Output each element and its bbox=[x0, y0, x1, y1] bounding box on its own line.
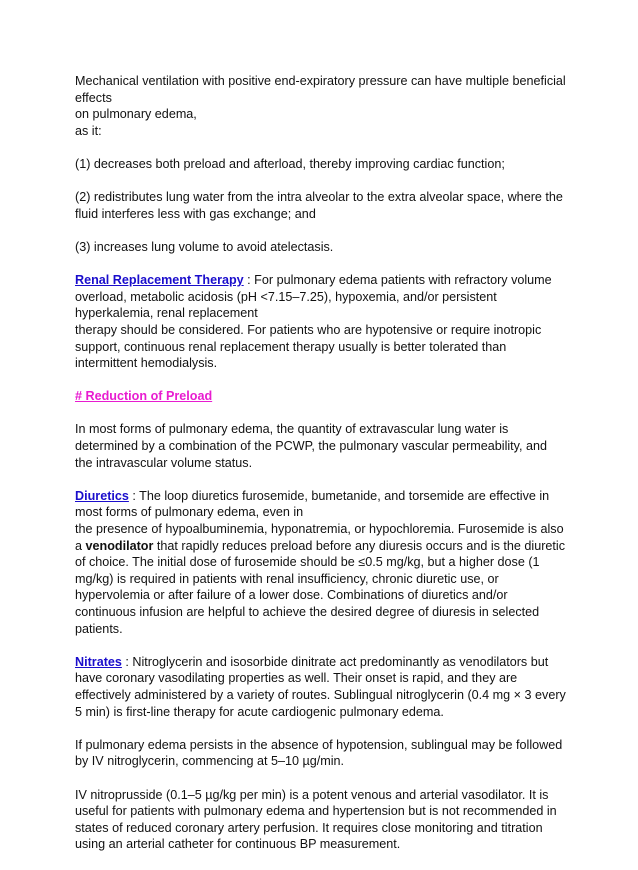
nitroprusside-paragraph: IV nitroprusside (0.1–5 µg/kg per min) is a potent venous and arterial vasodilator. It is useful for patients with pulmonary edema and hypertension but is not recommended in states of reduced coronary artery perfusion. It requires close monitoring and titration using an arterial catheter for continuous BP measurement. bbox=[75, 787, 557, 852]
point-2: (2) redistributes lung water from the intra alveolar to the extra alveolar space, where the fluid interferes less with gas exchange; and bbox=[75, 190, 563, 221]
point-1: (1) decreases both preload and afterload, thereby improving cardiac function; bbox=[75, 156, 505, 171]
renal-paragraph-continued: therapy should be considered. For patients who are hypotensive or require inotropic support, continuous renal replacement therapy usually is better tolerated than intermittent hemodialysis. bbox=[75, 322, 542, 371]
diuretics-text: the presence of hypoalbuminemia, hyponatremia, or hypochloremia. Furosemide is also a bbox=[75, 522, 564, 553]
intro-line: Mechanical ventilation with positive end-expiratory pressure can have multiple beneficial effects bbox=[75, 74, 566, 105]
intro-line: as it: bbox=[75, 123, 102, 138]
reduction-of-preload-heading-link[interactable]: # Reduction of Preload bbox=[75, 389, 213, 404]
renal-text: : For pulmonary edema patients with refractory volume overload, metabolic acidosis (pH <7.15–7.25), hypoxemia, and/or persistent hyperkalemia, renal replacement bbox=[75, 273, 552, 321]
diuretics-text: that rapidly reduces preload before any diuresis occurs and is the diuretic of choice. The initial dose of furosemide should be ≤0.5 mg/kg, but a higher dose (1 mg/kg) is required in patients with renal insufficiency, chronic diuretic use, or hypervolemia or after failure of a lower dose. Combinations of diuretics and/or continuous infusion are helpful to achieve the desired degree of diuresis in selected patients. bbox=[75, 538, 566, 636]
nitrates-link[interactable]: Nitrates bbox=[75, 654, 122, 669]
document-body bbox=[75, 73, 567, 870]
diuretics-text: : The loop diuretics furosemide, bumetanide, and torsemide are effective in most forms of pulmonary edema, even in bbox=[75, 488, 550, 520]
preload-heading-paragraph bbox=[75, 388, 567, 405]
nitrates-paragraph bbox=[75, 654, 567, 720]
renal-replacement-therapy-link[interactable]: Renal Replacement Therapy bbox=[75, 273, 244, 288]
diuretics-paragraph-continued bbox=[75, 521, 567, 637]
intro-line: on pulmonary edema, bbox=[75, 107, 197, 122]
preload-paragraph: In most forms of pulmonary edema, the quantity of extravascular lung water is determined by a combination of the PCWP, the pulmonary vascular permeability, and the intravascular volume status. bbox=[75, 422, 548, 470]
venodilator-term: venodilator bbox=[85, 538, 154, 553]
persist-paragraph: If pulmonary edema persists in the absence of hypotension, sublingual may be followed by IV nitroglycerin, commencing at 5–10 µg/min. bbox=[75, 737, 563, 769]
diuretics-link[interactable]: Diuretics bbox=[75, 488, 129, 503]
renal-paragraph bbox=[75, 272, 567, 322]
nitrates-text: : Nitroglycerin and isosorbide dinitrate act predominantly as venodilators but have coronary vasodilating properties as well. Their onset is rapid, and they are effectively administered by a variety of routes. Sublingual nitroglycerin (0.4 mg × 3 every 5 min) is first-line therapy for acute cardiogenic pulmonary edema. bbox=[75, 654, 566, 719]
diuretics-paragraph bbox=[75, 488, 567, 521]
intro-paragraph bbox=[75, 73, 567, 139]
point-3: (3) increases lung volume to avoid atelectasis. bbox=[75, 239, 334, 254]
